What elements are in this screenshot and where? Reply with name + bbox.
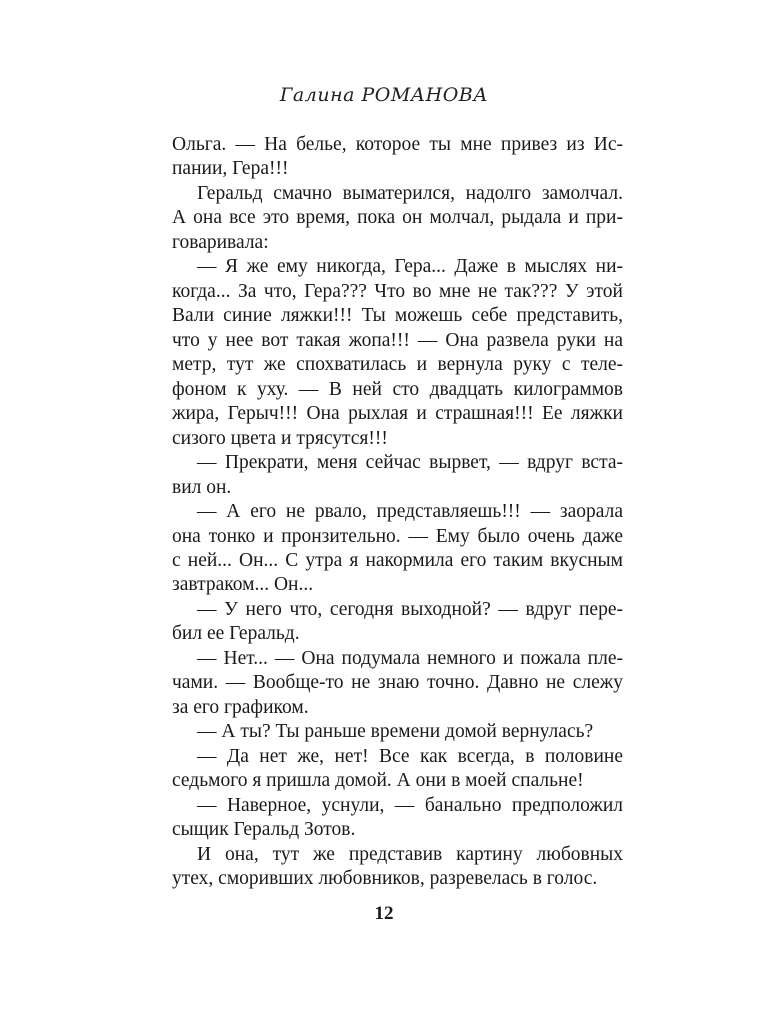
text-line: седьмого я пришла домой. А они в моей спальне!	[172, 770, 584, 792]
text-line: метр, тут же спохватилась и вернула руку с теле-	[172, 354, 623, 376]
text-line: — Наверное, уснули, — банально предположил	[197, 794, 623, 816]
text-line: сыщик Геральд Зотов.	[172, 819, 356, 841]
text-line: — У него что, сегодня выходной? — вдруг пере-	[197, 598, 623, 620]
text-line: — А его не рвало, представляешь!!! — заорала	[197, 501, 623, 523]
text-line: — Да нет же, нет! Все как всегда, в половине	[197, 745, 623, 767]
text-line: — Прекрати, меня сейчас вырвет, — вдруг вста-	[197, 452, 623, 474]
text-line: говаривала:	[172, 231, 269, 253]
text-line: вил он.	[172, 476, 232, 498]
text-line: завтраком... Он...	[172, 574, 314, 596]
text-line: утех, сморивших любовников, разревелась в голос.	[172, 868, 598, 890]
text-line: она тонко и пронзительно. — Ему было очень даже	[172, 525, 623, 547]
text-line: с ней... Он... С утра я накормила его таким вкусным	[172, 549, 623, 571]
text-line: когда... За что, Гера??? Что во мне не так??? У этой	[172, 280, 623, 302]
body-text	[172, 133, 623, 892]
text-line: сизого цвета и трясутся!!!	[172, 427, 388, 449]
text-line: А она все это время, пока он молчал, рыдала и при-	[172, 207, 623, 229]
text-line: — А ты? Ты раньше времени домой вернулась?	[197, 721, 594, 743]
running-header: Галина РОМАНОВА	[279, 84, 489, 106]
text-line: жира, Герыч!!! Она рыхлая и страшная!!! Ее ляжки	[172, 403, 623, 425]
text-line: Вали синие ляжки!!! Ты можешь себе представить,	[172, 305, 623, 327]
text-line: пании, Гера!!!	[172, 158, 289, 180]
text-line: бил ее Геральд.	[172, 623, 300, 645]
text-line: что у нее вот такая жопа!!! — Она развела руки на	[172, 329, 623, 351]
page-number: 12	[374, 903, 394, 924]
text-line: И она, тут же представив картину любовных	[197, 843, 623, 865]
text-line: — Я же ему никогда, Гера... Даже в мыслях ни-	[197, 256, 623, 278]
text-line: — Нет... — Она подумала немного и пожала пле-	[197, 647, 623, 669]
text-line: фоном к уху. — В ней сто двадцать килограммов	[172, 378, 623, 400]
text-line: Геральд смачно выматерился, надолго замолчал.	[197, 182, 623, 204]
text-line: чами. — Вообще-то не знаю точно. Давно не слежу	[172, 672, 623, 694]
text-line: за его графиком.	[172, 696, 309, 718]
text-line: Ольга. — На белье, которое ты мне привез из Ис-	[172, 134, 623, 155]
